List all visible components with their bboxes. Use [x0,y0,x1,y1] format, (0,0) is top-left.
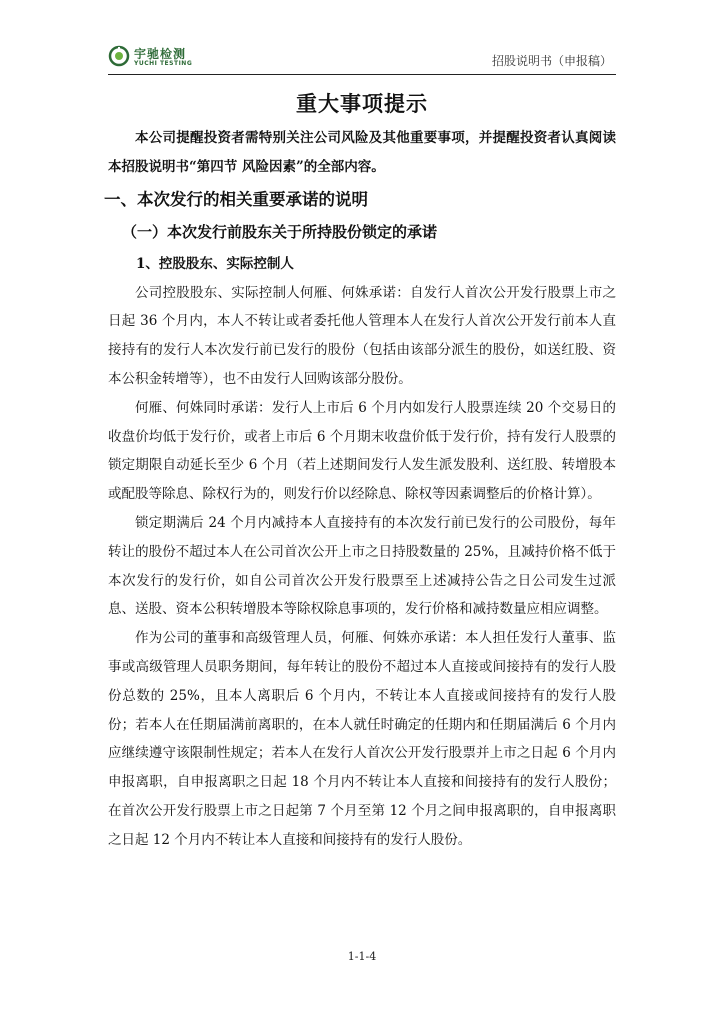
logo-mark-icon [108,45,130,67]
paragraph-lockup-36-months: 公司控股股东、实际控制人何雁、何姝承诺：自发行人首次公开发行股票上市之日起 36 个月内，本人不转让或者委托他人管理本人在发行人首次公开发行前本人直接持有的发行人本次发行前已发行的股份（包括由该部分派生的股份，如送红股、资本公积金转增等），也不由发行人回购该部分股份。 [108,284,616,387]
item-heading: 1、控股股东、实际控制人 [136,255,294,272]
logo-text-en: YUCHI TESTING [134,60,193,67]
intro-paragraph: 本公司提醒投资者需特别关注公司风险及其他重要事项，并提醒投资者认真阅读本招股说明书“第四节 风险因素”的全部内容。 [108,130,616,175]
paragraph-lockup-extension: 何雁、何姝同时承诺：发行人上市后 6 个月内如发行人股票连续 20 个交易日的收盘价均低于发行价，或者上市后 6 个月期末收盘价低于发行价，持有发行人股票的锁定期限自动延长至少 6 个月（若上述期间发行人发生派发股利、送红股、转增股本或配股等除息、除权行为的，则发行价以经除息、除权等因素调整后的价格计算）。 [108,399,616,503]
page-header [108,44,616,75]
main-content [104,124,616,855]
subsection-heading: （一）本次发行前股东关于所持股份锁定的承诺 [122,222,438,241]
document-type: 招股说明书（申报稿） [491,54,612,68]
paragraph-director-commitment: 作为公司的董事和高级管理人员，何雁、何姝亦承诺：本人担任发行人董事、监事或高级管理人员职务期间，每年转让的股份不超过本人直接或间接持有的发行人股份总数的 25%，且本人离职后 6 个月内，不转让本人直接或间接持有的发行人股份；若本人在任期届满前离职的，在本人就任时确定的任期内和任期届满后 6 个月内应继续遵守该限制性规定；若本人在发行人首次公开发行股票并上市之日起 6 个月内申报离职，自申报离职之日起 18 个月内不转让本人直接和间接持有的发行人股份；在首次公开发行股票上市之日起第 7 个月至第 12 个月之间申报离职的，自申报离职之日起 12 个月内不转让本人直接和间接持有的发行人股份。 [108,630,616,848]
page-title: 重大事项提示 [296,91,428,116]
paragraph-reduction-limits: 锁定期满后 24 个月内减持本人直接持有的本次发行前已发行的公司股份，每年转让的股份不超过本人在公司首次公开上市之日持股数量的 25%，且减持价格不低于本次发行的发行价，如自公司首次公开发行股票至上述减持公告之日公司发生过派息、送股、资本公积转增股本等除权除息事项的，发行价格和减持数量应相应调整。 [108,514,616,618]
section-heading: 一、本次发行的相关重要承诺的说明 [104,189,368,209]
logo-text-cn: 宇驰检测 [134,47,187,61]
page-number: 1-1-4 [347,950,377,963]
